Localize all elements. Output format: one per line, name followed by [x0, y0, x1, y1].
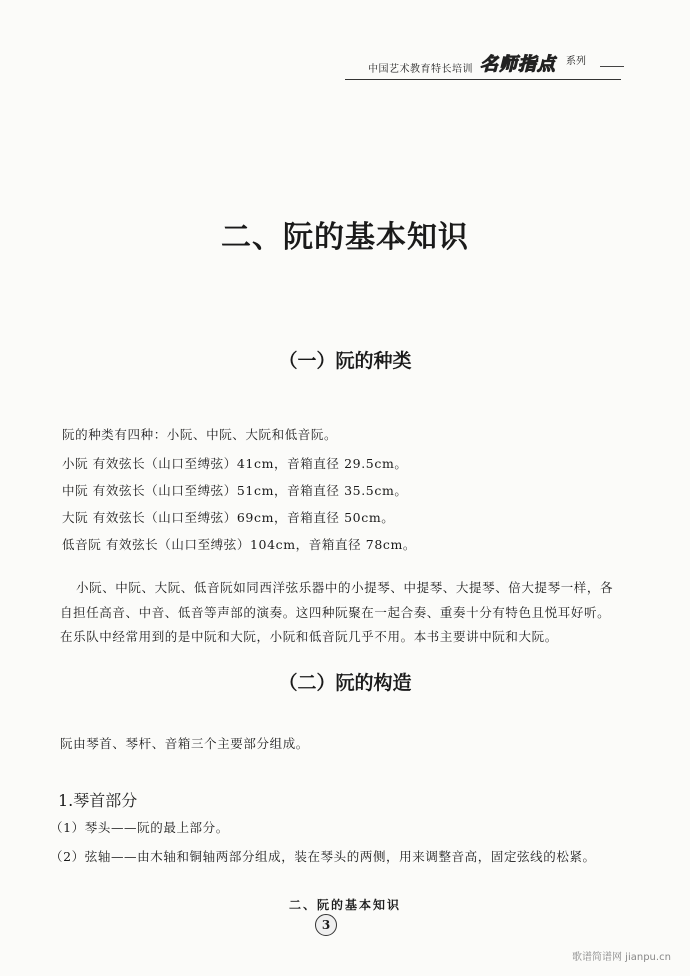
header-series-suffix: 系列 — [566, 56, 586, 67]
page-number: 3 — [315, 914, 337, 936]
watermark-text: 歌谱简谱网 jianpu.cn — [572, 952, 671, 963]
header-rule — [345, 79, 621, 80]
types-intro: 阮的种类有四种：小阮、中阮、大阮和低音阮。 — [62, 427, 338, 442]
section-heading-structure: （二）阮的构造 — [278, 672, 412, 694]
type-line-medium: 中阮 有效弦长（山口至缚弦）51cm，音箱直径 35.5cm。 — [62, 483, 408, 498]
paragraph-line-3: 在乐队中经常用到的是中阮和大阮，小阮和低音阮几乎不用。本书主要讲中阮和大阮。 — [60, 629, 558, 644]
type-line-bass: 低音阮 有效弦长（山口至缚弦）104cm，音箱直径 78cm。 — [62, 537, 417, 552]
structure-item-2: （2）弦轴——由木轴和铜轴两部分组成，装在琴头的两侧，用来调整音高，固定弦线的松紧。 — [50, 849, 596, 864]
structure-intro: 阮由琴首、琴杆、音箱三个主要部分组成。 — [60, 736, 309, 751]
paragraph-line-2: 自担任高音、中音、低音等声部的演奏。这四种阮聚在一起合奏、重奏十分有特色且悦耳好听。 — [60, 605, 611, 620]
header-brand-logo: 名师指点 — [480, 54, 556, 75]
header-short-rule — [600, 66, 624, 67]
footer-running-title: 二、阮的基本知识 — [288, 898, 401, 912]
type-line-small: 小阮 有效弦长（山口至缚弦）41cm，音箱直径 29.5cm。 — [62, 456, 408, 471]
page-title: 二、阮的基本知识 — [221, 220, 469, 255]
structure-item-1: （1）琴头——阮的最上部分。 — [50, 820, 229, 835]
subheading-head-part: 1.琴首部分 — [58, 791, 138, 810]
type-line-large: 大阮 有效弦长（山口至缚弦）69cm，音箱直径 50cm。 — [62, 510, 395, 525]
header-series-text: 中国艺术教育特长培训 — [368, 64, 473, 75]
paragraph-line-1: 小阮、中阮、大阮、低音阮如同西洋弦乐器中的小提琴、中提琴、大提琴、倍大提琴一样，各 — [76, 580, 614, 595]
section-heading-types: （一）阮的种类 — [278, 350, 412, 372]
